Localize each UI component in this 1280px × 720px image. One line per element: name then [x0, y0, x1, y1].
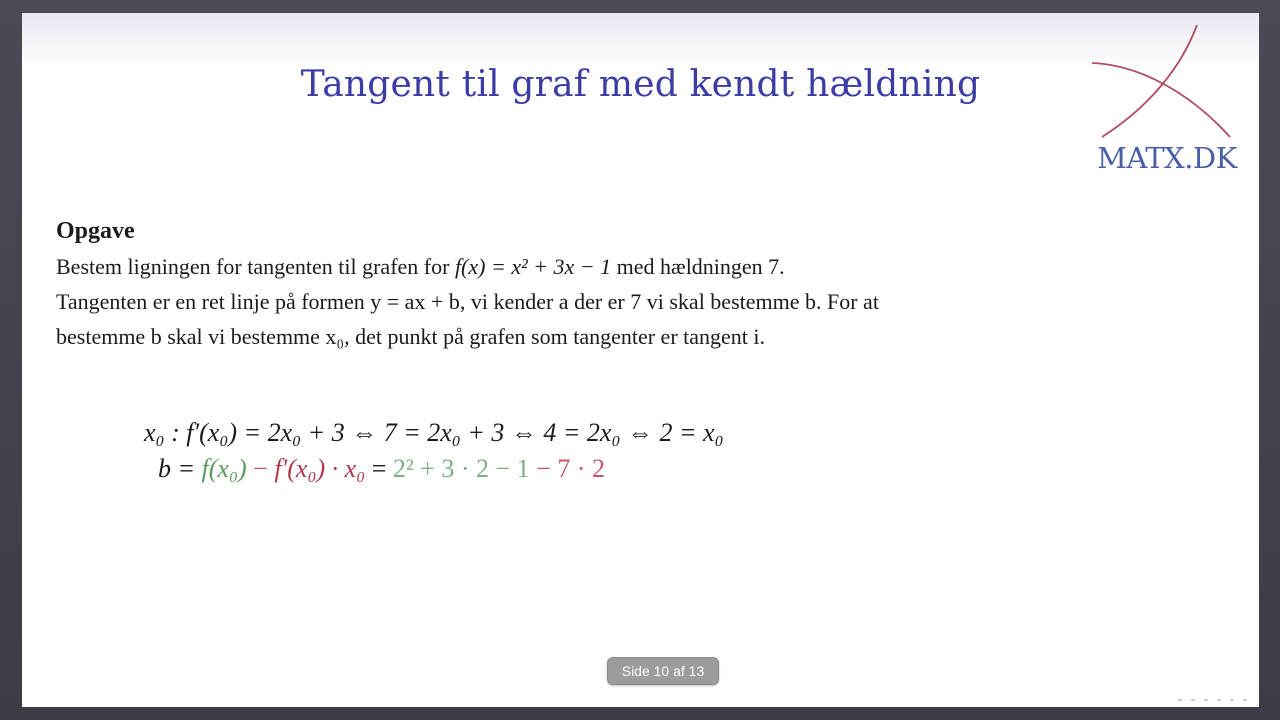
- nav-last-icon[interactable]: [1230, 699, 1234, 701]
- math-rhs-red: − 7 · 2: [529, 454, 606, 483]
- task-line-2: Tangenten er en ret linje på formen y = ax + b, vi kender a der er 7 vi skal bestemme b. For at: [56, 289, 879, 314]
- page-indicator: Side 10 af 13: [607, 657, 719, 685]
- task-text: [56, 213, 1236, 354]
- nav-first-icon[interactable]: [1178, 699, 1182, 701]
- math-row-b: [144, 451, 724, 487]
- slide-header-shade: [22, 13, 1259, 68]
- solution-math: [144, 415, 724, 487]
- slide-title: Tangent til graf med kendt hældning: [300, 64, 981, 105]
- slide: [22, 13, 1259, 707]
- math-slope-term: f′(x₀) · x₀: [274, 454, 366, 483]
- matx-logo: [1082, 25, 1252, 175]
- task-line-1-suffix: med hældningen 7.: [611, 254, 785, 279]
- math-f-x0: f(x₀): [201, 454, 247, 483]
- logo-curves-icon: [1082, 25, 1252, 145]
- task-line-3: bestemme b skal vi bestemme x₀, det punkt på grafen som tangenter er tangent i.: [56, 324, 766, 349]
- math-b-lhs: b =: [158, 454, 202, 483]
- nav-section-icon[interactable]: [1204, 699, 1208, 701]
- math-equals: =: [365, 454, 393, 483]
- nav-search-icon[interactable]: [1243, 699, 1247, 701]
- function-expression: f(x) = x² + 3x − 1: [454, 254, 612, 279]
- math-rhs-green: 2² + 3 · 2 − 1: [392, 454, 530, 483]
- nav-prev-icon[interactable]: [1191, 699, 1195, 701]
- task-line-1: [56, 249, 1236, 284]
- slide-navigation-controls[interactable]: [1178, 699, 1247, 701]
- task-heading: Opgave: [56, 218, 135, 244]
- nav-next-icon[interactable]: [1217, 699, 1221, 701]
- math-minus: −: [246, 454, 275, 483]
- math-row-derivative: x₀ : f′(x₀) = 2x₀ + 3 ⇔ 7 = 2x₀ + 3 ⇔ 4 = 2x₀ ⇔ 2 = x₀: [144, 418, 724, 447]
- task-line-1-prefix: Bestem ligningen for tangenten til grafen for: [56, 254, 455, 279]
- logo-text: MATX.DK: [1097, 141, 1237, 175]
